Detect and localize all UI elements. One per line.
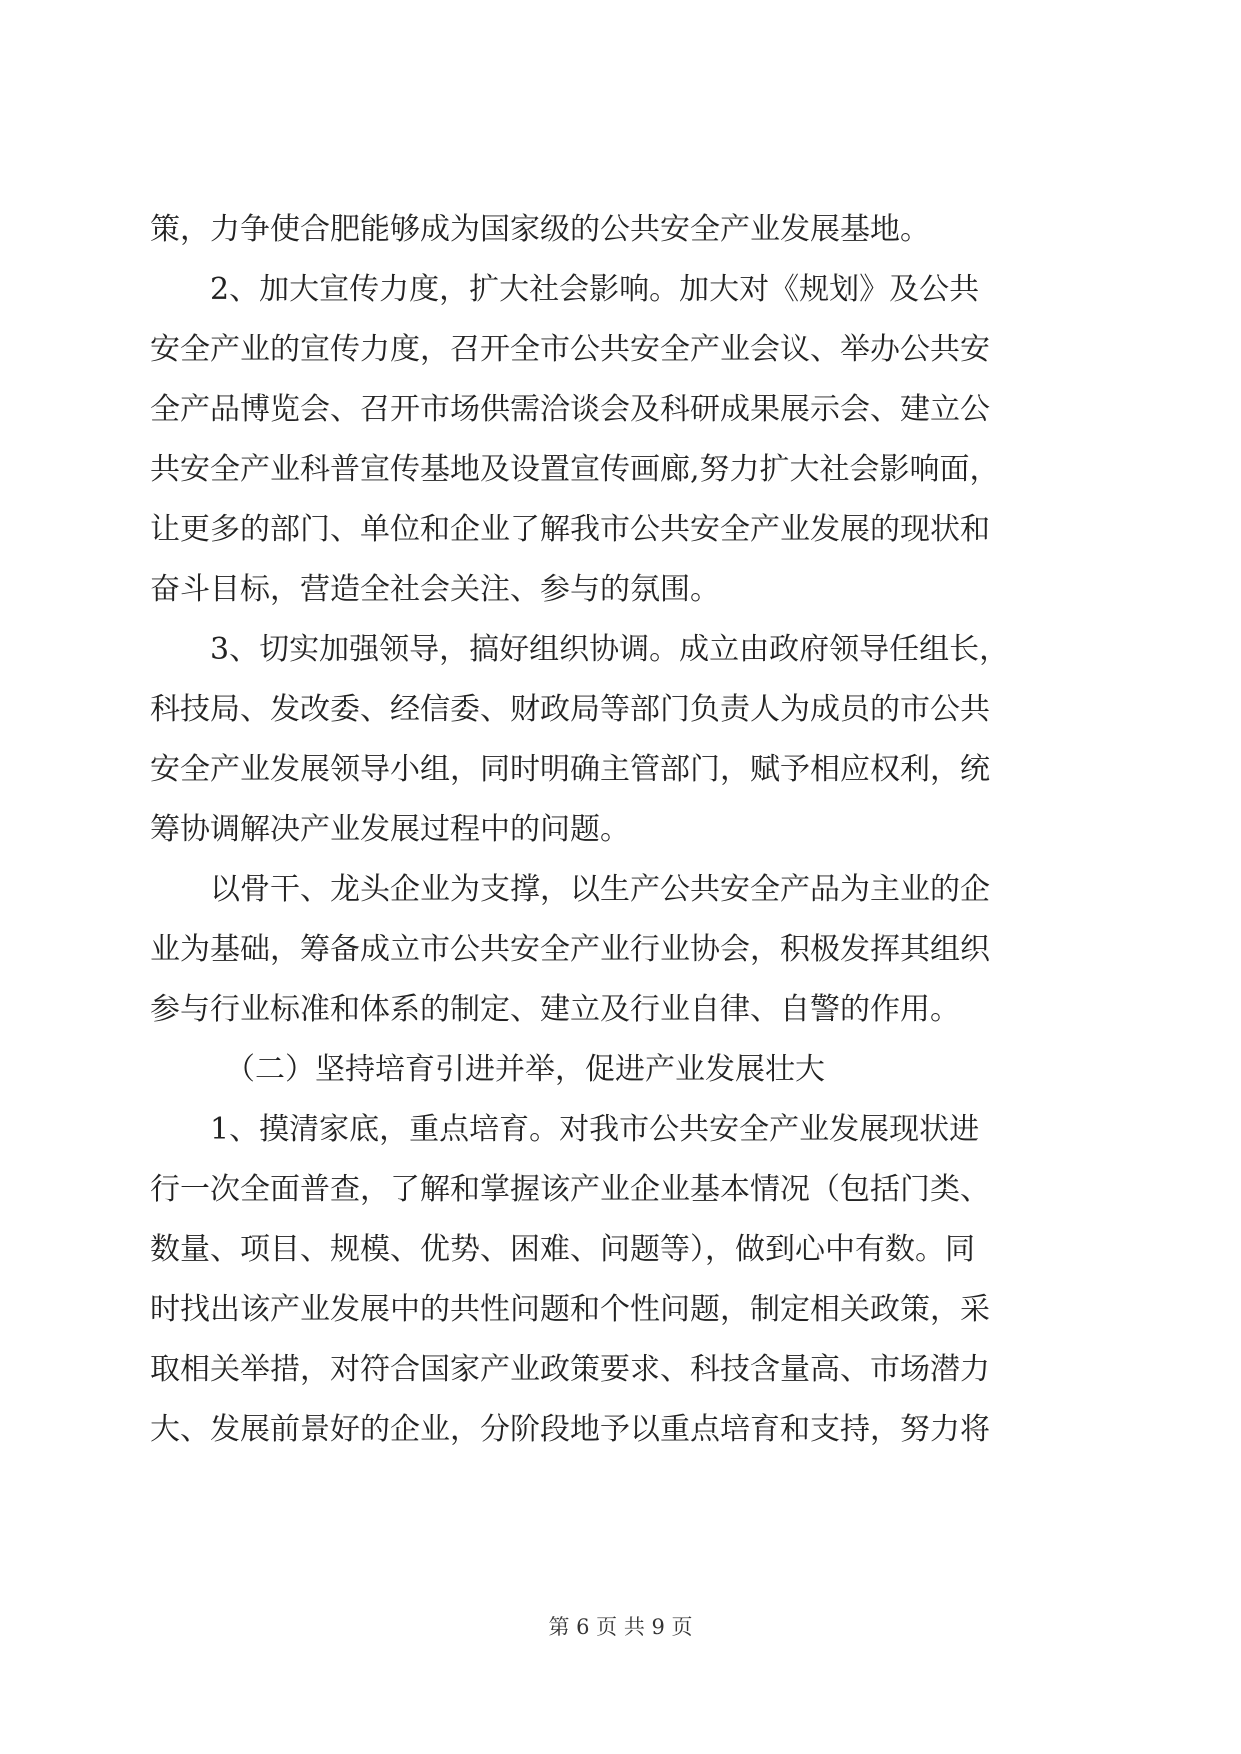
text-line: 2、加大宣传力度，扩大社会影响。加大对《规划》及公共 [210,272,980,307]
text-line: 奋斗目标，营造全社会关注、参与的氛围。 [150,572,720,607]
text-line: 共安全产业科普宣传基地及设置宣传画廊,努力扩大社会影响面， [150,452,1000,487]
text-line: 安全产业的宣传力度，召开全市公共安全产业会议、举办公共安 [150,332,990,367]
text-line: 以骨干、龙头企业为支撑，以生产公共安全产品为主业的企 [210,872,990,907]
page-number-footer: 第 6 页 共 9 页 [548,1615,693,1639]
text-line: 3、切实加强领导，搞好组织协调。成立由政府领导任组长， [210,632,1010,667]
text-line: 行一次全面普查，了解和掌握该产业企业基本情况（包括门类、 [150,1172,990,1207]
text-line: 全产品博览会、召开市场供需洽谈会及科研成果展示会、建立公 [150,392,990,427]
text-line: 1、摸清家底，重点培育。对我市公共安全产业发展现状进 [210,1112,980,1147]
text-line: 大、发展前景好的企业，分阶段地予以重点培育和支持，努力将 [150,1412,990,1447]
text-line: 筹协调解决产业发展过程中的问题。 [150,812,630,847]
text-line: 让更多的部门、单位和企业了解我市公共安全产业发展的现状和 [150,512,990,547]
text-line: 数量、项目、规模、优势、困难、问题等），做到心中有数。同 [150,1232,975,1267]
section-heading: （二）坚持培育引进并举，促进产业发展壮大 [225,1052,825,1087]
text-line: 策，力争使合肥能够成为国家级的公共安全产业发展基地。 [150,212,930,247]
text-line: 时找出该产业发展中的共性问题和个性问题，制定相关政策，采 [150,1292,990,1327]
text-line: 取相关举措，对符合国家产业政策要求、科技含量高、市场潜力 [150,1352,990,1387]
text-line: 科技局、发改委、经信委、财政局等部门负责人为成员的市公共 [150,692,990,727]
text-line: 安全产业发展领导小组，同时明确主管部门，赋予相应权利，统 [150,752,990,787]
text-line: 业为基础，筹备成立市公共安全产业行业协会，积极发挥其组织 [150,932,990,967]
text-line: 参与行业标准和体系的制定、建立及行业自律、自警的作用。 [150,992,960,1027]
